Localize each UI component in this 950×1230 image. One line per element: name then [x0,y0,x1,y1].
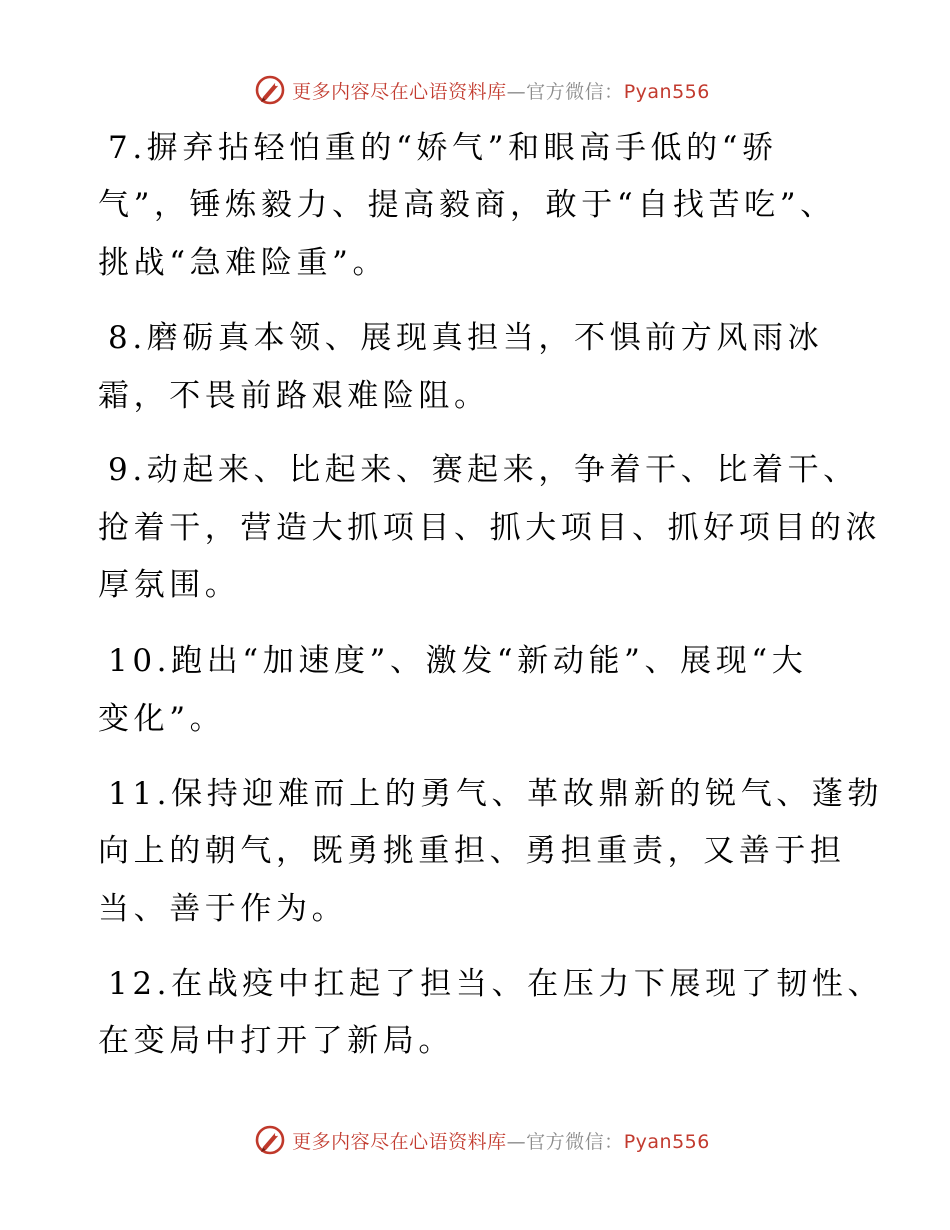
banner-wechat-id: Pyan556 [623,1130,710,1153]
item-12-line-2: 在变局中打开了新局。 [98,1023,454,1059]
banner-separator: — [506,1130,527,1153]
banner-main-text: 更多内容尽在心语资料库 [292,1130,507,1153]
banner-main-text: 更多内容尽在心语资料库 [292,80,507,103]
item-11-line-3: 当、善于作为。 [98,891,348,927]
item-7-line-1: 7.摒弃拈轻怕重的“娇气”和眼高手低的“骄 [108,130,778,166]
item-9-line-1: 9.动起来、比起来、赛起来，争着干、比着干、 [108,452,859,488]
item-12-line-1: 12.在战疫中扛起了担当、在压力下展现了韧性、 [108,966,884,1002]
item-9-line-2: 抢着干，营造大抓项目、抓大项目、抓好项目的浓 [98,510,882,546]
item-7-line-2: 气”，锤炼毅力、提高毅商，敢于“自找苦吃”、 [98,187,836,223]
item-8-line-1: 8.磨砺真本领、展现真担当，不惧前方风雨冰 [108,320,824,356]
banner-separator: — [506,80,527,103]
item-9-line-3: 厚氛围。 [98,567,241,603]
footer-banner [0,1120,950,1160]
item-7-line-3: 挑战“急难险重”。 [98,245,389,281]
item-11-line-2: 向上的朝气，既勇挑重担、勇担重责，又善于担 [98,833,846,869]
banner-official-label: 官方微信： [526,80,624,103]
item-11-line-1: 11.保持迎难而上的勇气、革故鼎新的锐气、蓬勃 [108,776,884,812]
banner-text [292,1127,710,1154]
item-10-line-1: 10.跑出“加速度”、激发“新动能”、展现“大 [108,643,808,679]
item-10-line-2: 变化”。 [98,701,226,737]
banner-official-label: 官方微信： [526,1130,624,1153]
pen-logo-icon [254,1124,286,1156]
banner-wechat-id: Pyan556 [623,80,710,103]
item-8-line-2: 霜，不畏前路艰难险阻。 [98,378,490,414]
